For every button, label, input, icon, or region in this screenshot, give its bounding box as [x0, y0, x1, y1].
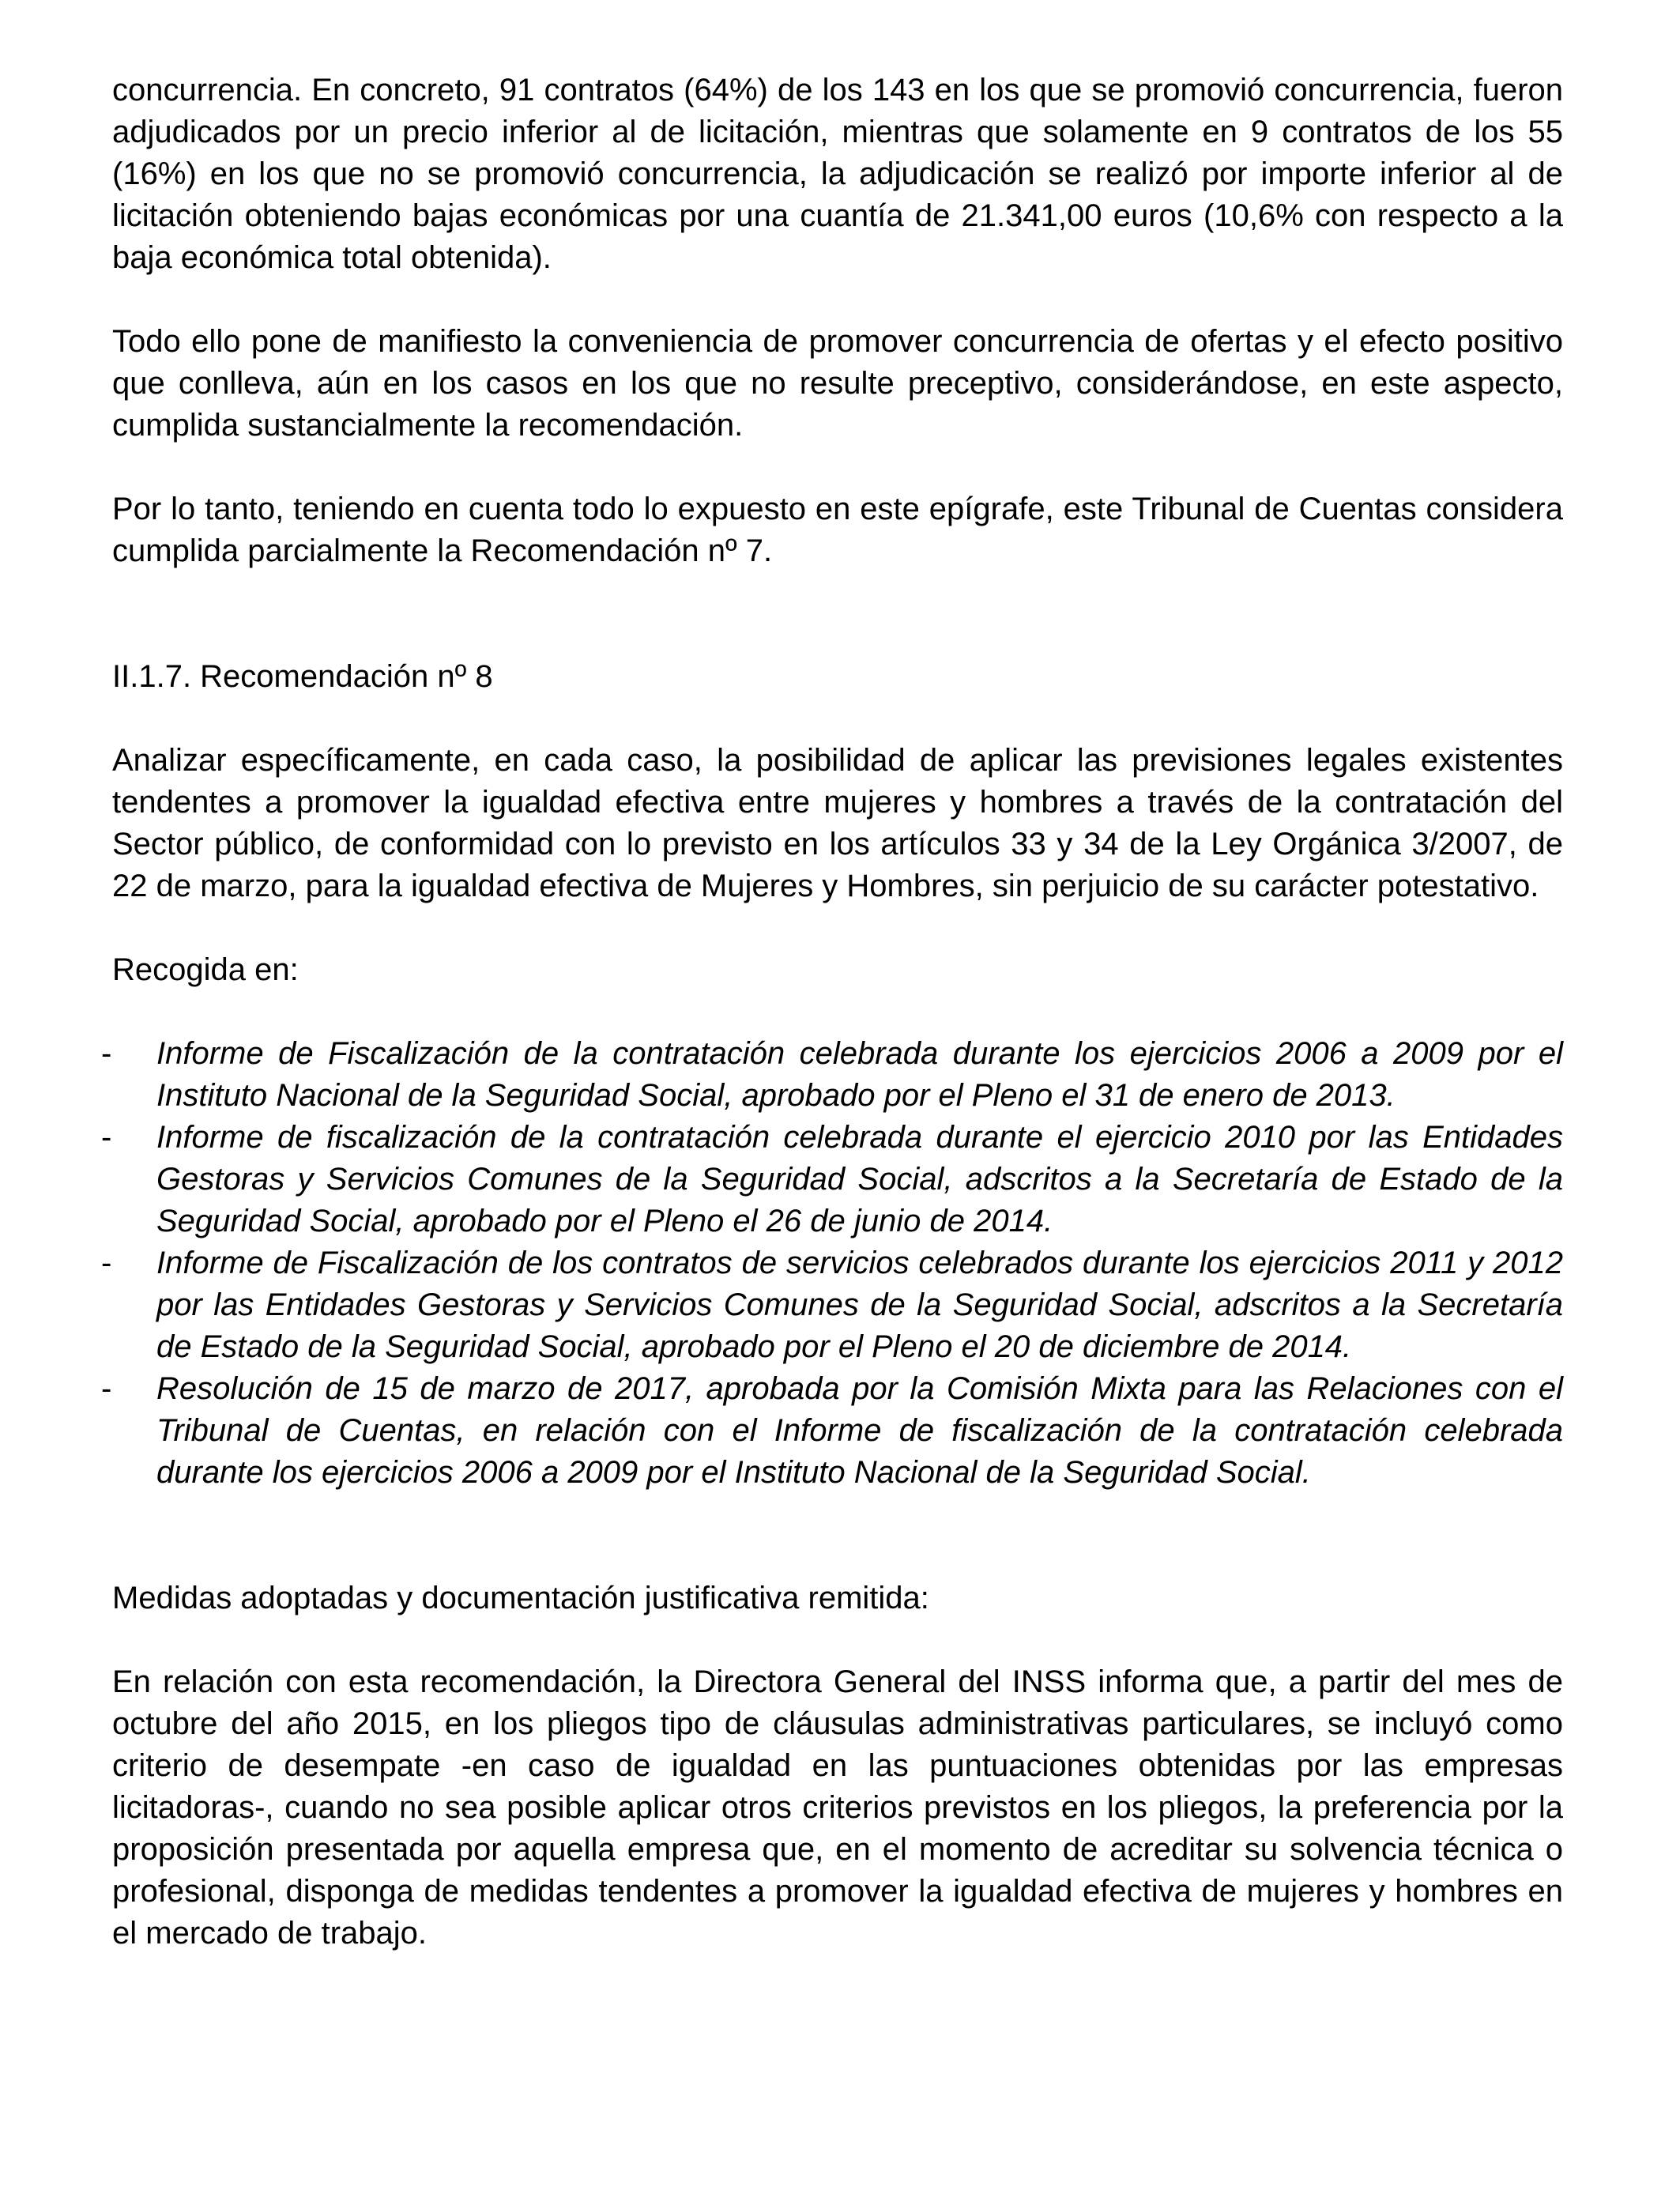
dash-bullet: -	[101, 1371, 112, 1406]
paragraph-conveniencia: Todo ello pone de manifiesto la conveniencia de promover concurrencia de ofertas y el efecto positivo que conlleva, aún en los casos en los que no resulte preceptivo, considerándose, en este aspecto, cumplida sustancialmente la recomendación.	[112, 324, 1563, 443]
paragraph-recomendacion-8-text: Analizar específicamente, en cada caso, la posibilidad de aplicar las previsiones legales existentes tendentes a promover la igualdad efectiva entre mujeres y hombres a través de la contratación del Sector público, de conformidad con lo previsto en los artículos 33 y 34 de la Ley Orgánica 3/2007, de 22 de marzo, para la igualdad efectiva de Mujeres y Hombres, sin perjuicio de su carácter potestativo.	[112, 743, 1563, 903]
list-item	[101, 1117, 1563, 1242]
paragraph-inss-response: En relación con esta recomendación, la Directora General del INSS informa que, a partir del mes de octubre del año 2015, en los pliegos tipo de cláusulas administrativas particulares, se incluyó como criterio de desempate -en caso de igualdad en las puntuaciones obtenidas por las empresas licitadoras-, cuando no sea posible aplicar otros criterios previstos en los pliegos, la preferencia por la proposición presentada por aquella empresa que, en el momento de acreditar su solvencia técnica o profesional, disponga de medidas tendentes a promover la igualdad efectiva de mujeres y hombres en el mercado de trabajo.	[112, 1664, 1563, 1951]
list-item	[101, 1242, 1563, 1368]
list-item	[101, 1033, 1563, 1117]
section-heading: II.1.7. Recomendación nº 8	[112, 659, 493, 694]
list-item-text: Informe de Fiscalización de los contratos de servicios celebrados durante los ejercicios 2011 y 2012 por las Entidades Gestoras y Servicios Comunes de la Seguridad Social, adscritos a la Secretaría de Estado de la Seguridad Social, aprobado por el Pleno el 20 de diciembre de 2014.	[156, 1246, 1563, 1364]
paragraph-concurrencia-results: concurrencia. En concreto, 91 contratos (64%) de los 143 en los que se promovió concurrencia, fueron adjudicados por un precio inferior al de licitación, mientras que solamente en 9 contratos de los 55 (16%) en los que no se promovió concurrencia, la adjudicación se realizó por importe inferior al de licitación obteniendo bajas económicas por una cuantía de 21.341,00 euros (10,6% con respecto a la baja económica total obtenida).	[112, 73, 1563, 275]
list-item	[101, 1368, 1563, 1494]
medidas-label: Medidas adoptadas y documentación justificativa remitida:	[112, 1581, 929, 1615]
reference-list	[101, 1033, 1563, 1494]
list-item-text: Resolución de 15 de marzo de 2017, aprobada por la Comisión Mixta para las Relaciones con el Tribunal de Cuentas, en relación con el Informe de fiscalización de la contratación celebrada durante los ejercicios 2006 a 2009 por el Instituto Nacional de la Seguridad Social.	[156, 1371, 1563, 1490]
dash-bullet: -	[101, 1246, 112, 1280]
recogida-label: Recogida en:	[112, 952, 299, 987]
list-item-text: Informe de fiscalización de la contratación celebrada durante el ejercicio 2010 por las Entidades Gestoras y Servicios Comunes de la Seguridad Social, adscritos a la Secretaría de Estado de la Seguridad Social, aprobado por el Pleno el 26 de junio de 2014.	[156, 1120, 1563, 1238]
dash-bullet: -	[101, 1036, 112, 1071]
dash-bullet: -	[101, 1120, 112, 1155]
document-page	[101, 70, 1563, 1955]
list-item-text: Informe de Fiscalización de la contratación celebrada durante los ejercicios 2006 a 2009 por el Instituto Nacional de la Seguridad Social, aprobado por el Pleno el 31 de enero de 2013.	[156, 1036, 1563, 1113]
paragraph-conclusion-recomendacion-7: Por lo tanto, teniendo en cuenta todo lo expuesto en este epígrafe, este Tribunal de Cuentas considera cumplida parcialmente la Recomendación nº 7.	[112, 492, 1563, 568]
